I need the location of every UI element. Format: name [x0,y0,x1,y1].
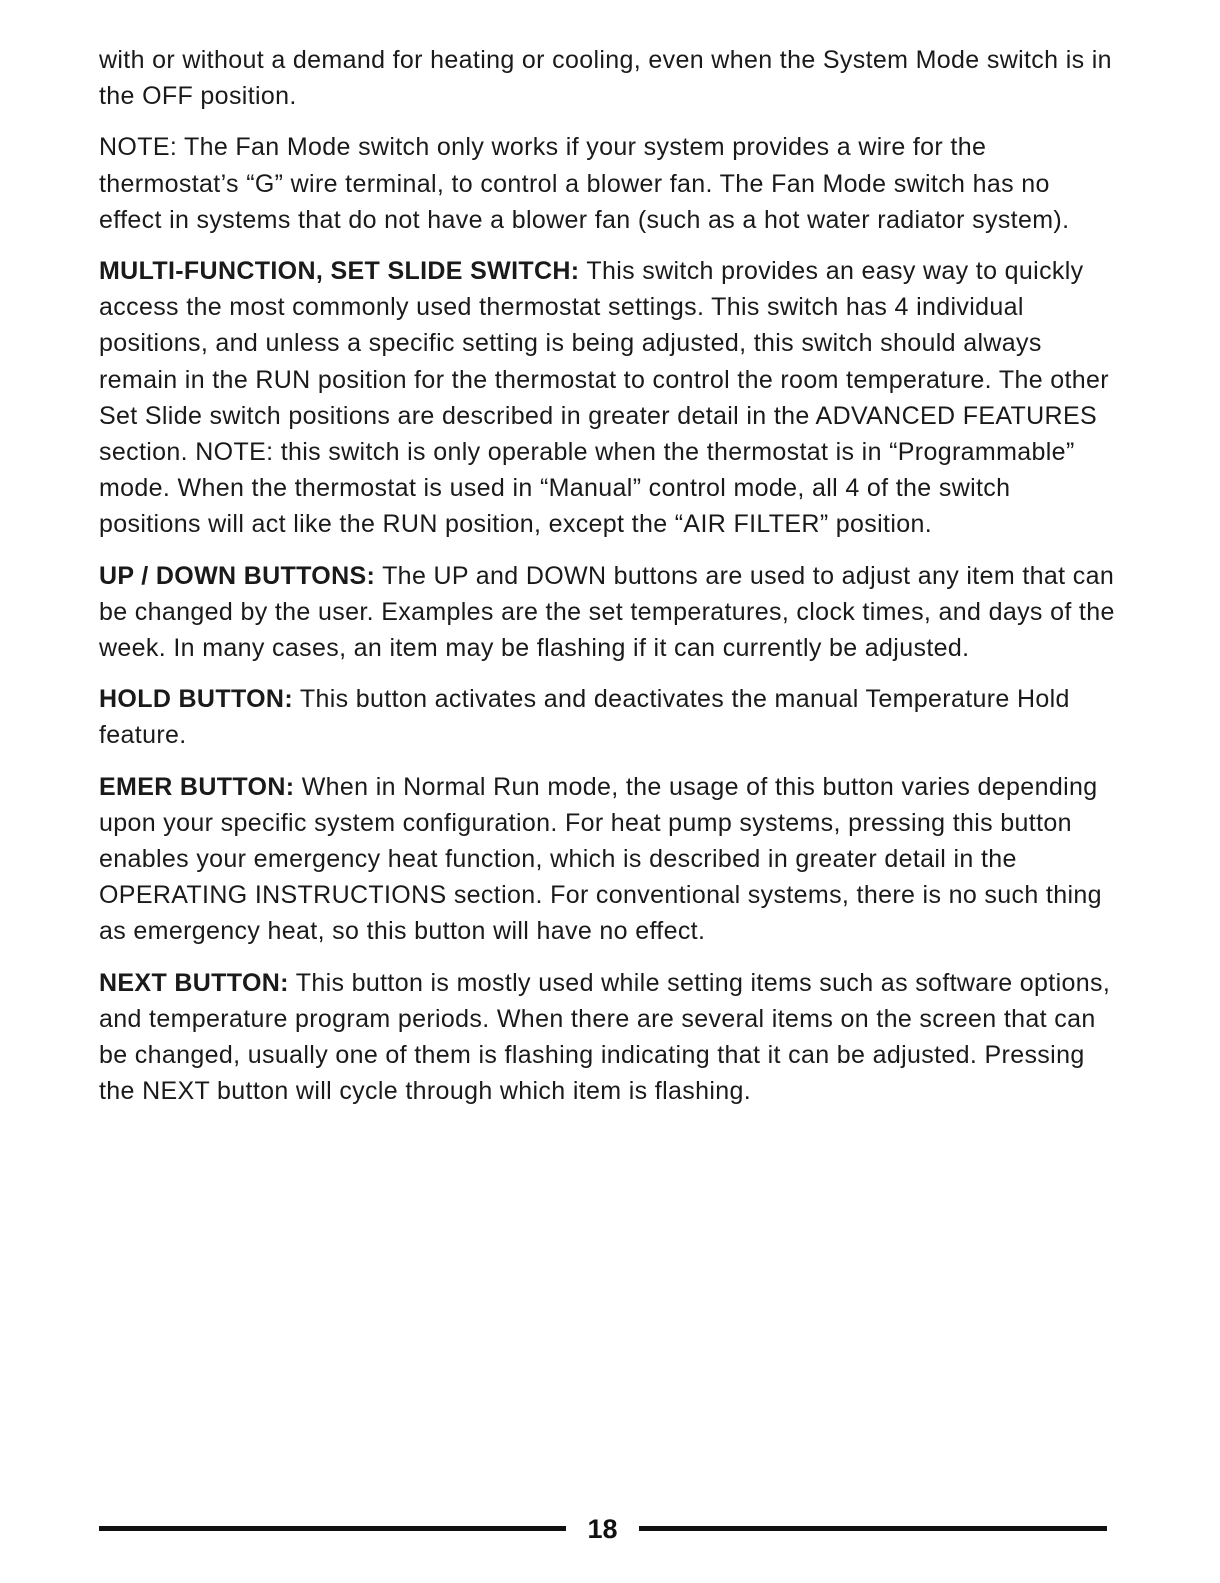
paragraph-hold-button [99,681,1119,753]
footer-rule-left [99,1526,566,1531]
paragraph-text: When in Normal Run mode, the usage of this button varies depending upon your specific system configuration. For heat pump systems, pressing this button enables your emergency heat function, which is described in greater detail in the OPERATING INSTRUCTIONS section. For conventional systems, there is no such thing as emergency heat, so this button will have no effect. [99,772,1102,946]
paragraph-text: with or without a demand for heating or cooling, even when the System Mode switch is in the OFF position. [99,46,1112,111]
paragraph-set-slide-switch [99,253,1119,543]
paragraph-term: EMER BUTTON: [99,772,295,801]
paragraph-text: This switch provides an easy way to quickly access the most commonly used thermostat settings. This switch has 4 individual positions, and unless a specific setting is being adjusted, this switch should always remain in the RUN position for the thermostat to control the room temperature. The other Set Slide switch positions are described in greater detail in the ADVANCED FEATURES section. NOTE: this switch is only operable when the thermostat is in “Programmable” mode. When the thermostat is used in “Manual” control mode, all 4 of the switch positions will act like the RUN position, except the “AIR FILTER” position. [99,257,1109,539]
paragraph-emer-button [99,769,1119,950]
paragraph-up-down-buttons [99,558,1119,667]
page-content [99,42,1119,1124]
paragraph-text: NOTE: The Fan Mode switch only works if your system provides a wire for the thermostat’s “G” wire terminal, to control a blower fan. The Fan Mode switch has no effect in systems that do not have a blower fan (such as a hot water radiator system). [99,133,1070,234]
page-number: 18 [587,1514,618,1544]
footer-rule-right [639,1526,1107,1531]
paragraph-term: UP / DOWN BUTTONS: [99,561,376,590]
paragraph-term: NEXT BUTTON: [99,968,289,997]
paragraph-fan-mode-continued [99,42,1119,114]
paragraph-next-button [99,965,1119,1110]
paragraph-text: This button activates and deactivates the manual Temperature Hold feature. [99,685,1070,750]
paragraph-fan-mode-note [99,129,1119,238]
paragraph-term: HOLD BUTTON: [99,685,293,714]
page-footer [99,1512,1107,1546]
paragraph-text: The UP and DOWN buttons are used to adjust any item that can be changed by the user. Examples are the set temperatures, clock times, and days of the week. In many cases, an item may be flashing if it can currently be adjusted. [99,561,1115,663]
paragraph-term: MULTI-FUNCTION, SET SLIDE SWITCH: [99,257,580,286]
paragraph-text: This button is mostly used while setting items such as software options, and temperature program periods. When there are several items on the screen that can be changed, usually one of them is flashing indicating that it can be adjusted. Pressing the NEXT button will cycle through which item is flashing. [99,968,1111,1106]
